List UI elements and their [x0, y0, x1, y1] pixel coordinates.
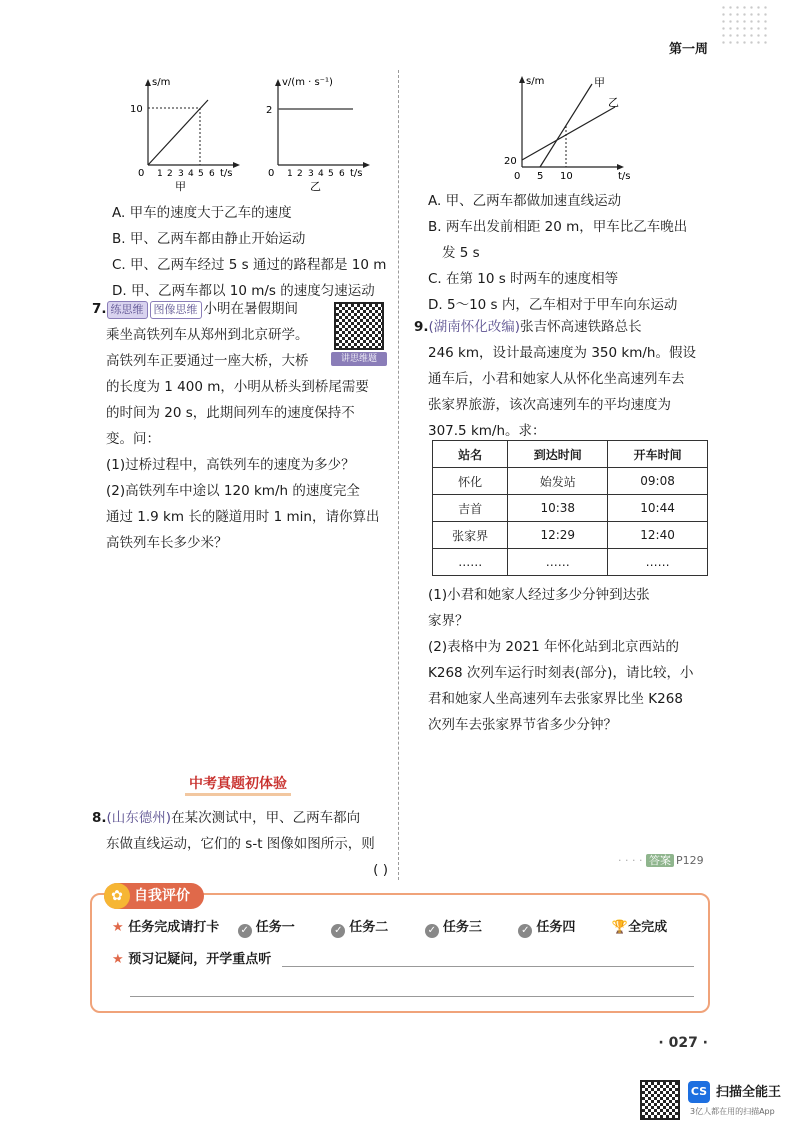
q7-qr-label: 讲思维题	[331, 352, 387, 366]
q9-sub2: 君和她家人坐高速列车去张家界比坐 K268	[428, 691, 683, 707]
task-1[interactable]: ✓ 任务一	[238, 920, 295, 935]
table-cell: 09:08	[608, 468, 708, 495]
questions-label: 预习记疑问，开学重点听	[128, 952, 272, 967]
option-c: C. 甲、乙两车经过 5 s 通过的路程都是 10 m	[112, 257, 387, 273]
graph-q8-ylabel: s/m	[526, 76, 545, 87]
table-header: 开车时间	[608, 441, 708, 468]
graph-yi-xtick: 4	[318, 169, 324, 179]
q9-sub2: 次列车去张家界节省多少分钟？	[428, 717, 617, 733]
table-row	[433, 549, 708, 576]
graph-yi-origin: 0	[268, 168, 275, 179]
graph-yi-xtick: 5	[328, 169, 334, 179]
q7-line: 高铁列车正要通过一座大桥，大桥	[106, 353, 309, 369]
option-d: D. 5～10 s 内，乙车相对于甲车向东运动	[428, 297, 678, 313]
decorative-dots	[720, 4, 770, 44]
graph-q8-xtick: 5	[537, 171, 544, 182]
graph-jia-line	[148, 100, 208, 165]
camscanner-logo-icon: CS	[688, 1081, 710, 1103]
option-c: C. 在第 10 s 时两车的速度相等	[428, 271, 619, 287]
table-cell: 怀化	[433, 468, 508, 495]
self-eval-title: 自我评价	[104, 883, 204, 909]
q7-number: 7.	[92, 301, 107, 317]
q7-line: 乘坐高铁列车从郑州到北京研学。	[106, 327, 309, 343]
question-8	[92, 805, 392, 883]
q8-options	[428, 188, 728, 318]
graph-q8	[500, 72, 650, 192]
task-2[interactable]: ✓ 任务二	[331, 920, 388, 935]
task-3[interactable]: ✓ 任务三	[425, 920, 482, 935]
q7-tag-graph: 图像思维	[150, 301, 202, 319]
self-eval-row1	[112, 918, 702, 938]
graph-yi-caption: 乙	[310, 180, 321, 193]
graph-jia-xlabel: t/s	[220, 168, 233, 179]
q8-line: 在某次测试中，甲、乙两车都向	[171, 810, 361, 826]
q7-sub2: 通过 1.9 km 长的隧道用时 1 min，请你算出	[106, 509, 380, 525]
questions-writing-line-1[interactable]	[282, 966, 694, 967]
table-row	[433, 495, 708, 522]
q9-line: 张家界旅游，该次高速列车的平均速度为	[428, 397, 671, 413]
q7-line: 的长度为 1 400 m，小明从桥头到桥尾需要	[106, 379, 369, 395]
table-cell: 吉首	[433, 495, 508, 522]
option-d: D. 甲、乙两车都以 10 m/s 的速度匀速运动	[112, 283, 375, 299]
option-b: B. 两车出发前相距 20 m，甲车比乙车晚出	[428, 219, 688, 235]
q9-line: 张吉怀高速铁路总长	[520, 319, 642, 335]
table-cell: 12:29	[508, 522, 608, 549]
graph-yi-xtick: 1	[287, 169, 293, 179]
medal-icon: ✿	[104, 883, 130, 909]
graph-jia-xtick: 1	[157, 169, 163, 179]
option-a: A. 甲、乙两车都做加速直线运动	[428, 193, 622, 209]
q9-line: 246 km，设计最高速度为 350 km/h。假设	[428, 345, 696, 361]
graph-jia-ylabel: s/m	[152, 77, 171, 88]
q9-subquestions	[428, 582, 728, 738]
graph-yi-ytick: 2	[266, 105, 273, 116]
graph-jia-xtick: 3	[178, 169, 184, 179]
q9-line: 307.5 km/h。求：	[428, 423, 546, 439]
check-icon: ✓	[331, 924, 345, 938]
check-icon: ✓	[238, 924, 252, 938]
q6-options	[112, 200, 386, 304]
table-cell: ……	[433, 549, 508, 576]
table-header: 到达时间	[508, 441, 608, 468]
task-complete[interactable]: 🏆全完成	[611, 920, 668, 935]
question-9	[414, 314, 724, 444]
q9-source: (湖南怀化改编)	[428, 319, 521, 335]
q9-number: 9.	[414, 319, 429, 335]
footer-qr-code	[640, 1080, 680, 1120]
answer-reference[interactable]: · · · · 答案 P129	[618, 854, 704, 867]
q8-number: 8.	[92, 810, 107, 826]
graph-yi	[258, 75, 378, 195]
option-a: A. 甲车的速度大于乙车的速度	[112, 205, 292, 221]
check-icon: ✓	[425, 924, 439, 938]
timetable	[432, 440, 708, 576]
q7-tag-thinking: 练思维	[107, 301, 148, 319]
q7-line: 变。问：	[106, 431, 160, 447]
graph-jia	[128, 75, 248, 195]
table-cell: 10:44	[608, 495, 708, 522]
app-subtitle: 3亿人都在用的扫描App	[690, 1107, 775, 1116]
table-row	[433, 522, 708, 549]
check-icon: ✓	[518, 924, 532, 938]
table-header-row	[433, 441, 708, 468]
graph-q8-label-yi: 乙	[608, 96, 619, 109]
table-cell: 10:38	[508, 495, 608, 522]
q9-sub1: (1)小君和她家人经过多少分钟到达张	[428, 587, 650, 603]
q8-source: (山东德州)	[106, 810, 172, 826]
self-eval-row2	[112, 950, 271, 970]
star-icon: ★	[112, 952, 124, 967]
option-b-cont: 发 5 s	[442, 245, 480, 261]
trophy-icon: 🏆	[611, 920, 629, 935]
q9-sub1: 家界？	[428, 613, 469, 629]
q9-sub2: (2)表格中为 2021 年怀化站到北京西站的	[428, 639, 680, 655]
answer-page: P129	[675, 854, 704, 867]
graph-yi-xlabel: t/s	[350, 168, 363, 179]
graph-q8-origin: 0	[514, 171, 521, 182]
table-cell: 12:40	[608, 522, 708, 549]
graph-yi-xtick: 2	[297, 169, 303, 179]
app-name: 扫描全能王	[716, 1085, 782, 1100]
graph-q8-xlabel: t/s	[618, 171, 631, 182]
answer-label: 答案	[646, 854, 674, 867]
graph-q8-ytick: 20	[504, 156, 517, 167]
q8-bracket: ( )	[373, 862, 388, 878]
section-title: 中考真题初体验	[185, 773, 291, 796]
graph-q8-label-jia: 甲	[594, 76, 605, 89]
graph-jia-ytick: 10	[130, 104, 143, 115]
graph-yi-xtick: 6	[339, 169, 345, 179]
q7-sub2: (2)高铁列车中途以 120 km/h 的速度完全	[106, 483, 360, 499]
q7-sub2: 高铁列车长多少米？	[106, 535, 228, 551]
column-divider	[398, 70, 399, 880]
q8-line: 东做直线运动，它们的 s-t 图像如图所示，则	[106, 836, 375, 852]
graph-jia-xtick: 4	[188, 169, 194, 179]
page-number: · 027 ·	[658, 1035, 708, 1051]
graph-q8-line-yi	[522, 107, 615, 160]
q7-line: 的时间为 20 s，此期间列车的速度保持不	[106, 405, 355, 421]
q7-sub1: (1)过桥过程中，高铁列车的速度为多少？	[106, 457, 355, 473]
table-cell: ……	[608, 549, 708, 576]
table-cell: ……	[508, 549, 608, 576]
q7-line: 小明在暑假期间	[203, 301, 299, 317]
option-b: B. 甲、乙两车都由静止开始运动	[112, 231, 306, 247]
questions-writing-line-2[interactable]	[130, 996, 694, 997]
star-icon: ★	[112, 920, 124, 935]
graph-jia-origin: 0	[138, 168, 145, 179]
task-4[interactable]: ✓ 任务四	[518, 920, 575, 935]
checkin-label: 任务完成请打卡	[128, 920, 220, 935]
table-row	[433, 468, 708, 495]
table-header: 站名	[433, 441, 508, 468]
table-cell: 张家界	[433, 522, 508, 549]
header-title: 第一周	[668, 42, 708, 57]
graph-jia-xtick: 2	[167, 169, 173, 179]
table-cell: 始发站	[508, 468, 608, 495]
q9-line: 通车后，小君和她家人从怀化坐高速列车去	[428, 371, 685, 387]
q9-sub2: K268 次列车运行时刻表(部分)，请比较，小	[428, 665, 694, 681]
graph-yi-xtick: 3	[308, 169, 314, 179]
graph-jia-caption: 甲	[175, 180, 186, 193]
graph-q8-xtick: 10	[560, 171, 573, 182]
graph-yi-ylabel: v/(m · s⁻¹)	[282, 77, 333, 88]
graph-jia-xtick: 6	[209, 169, 215, 179]
graph-jia-xtick: 5	[198, 169, 204, 179]
q7-qr-code[interactable]	[334, 302, 384, 350]
